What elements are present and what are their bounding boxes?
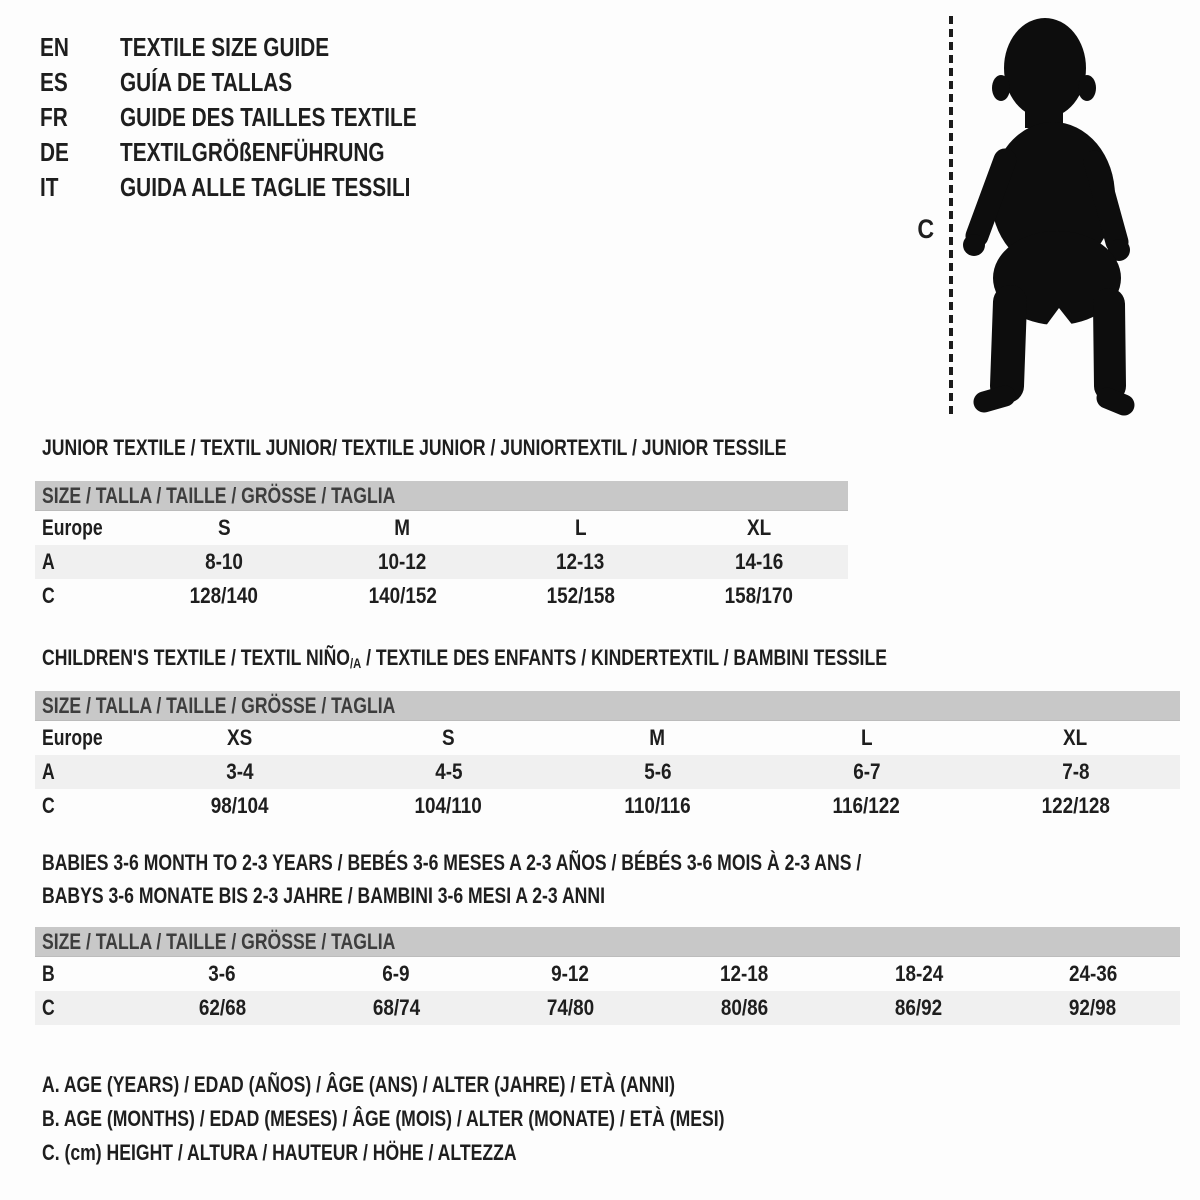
language-row-en	[40, 30, 491, 65]
table-cell: 3-4	[225, 759, 254, 784]
language-label: GUIDE DES TAILLES TEXTILE	[120, 102, 417, 132]
table-row-age-years	[35, 545, 848, 579]
table-cell: 98/104	[210, 793, 269, 818]
table-cell: 12-13	[556, 549, 605, 574]
table-cell: XL	[746, 515, 771, 540]
language-row-fr	[40, 100, 491, 135]
table-cell: XL	[1063, 725, 1088, 750]
babies-size-table	[35, 927, 1180, 1025]
babies-section-title	[42, 846, 1066, 912]
table-header-bar: SIZE / TALLA / TAILLE / GRÖSSE / TAGLIA	[35, 691, 1180, 721]
row-label: C	[42, 583, 55, 608]
table-cell: L	[860, 725, 873, 750]
table-cell: 12-18	[720, 961, 769, 986]
table-cell: 152/158	[546, 583, 615, 608]
table-cell: 7-8	[1061, 759, 1090, 784]
legend-line-b: B. AGE (MONTHS) / EDAD (MESES) / ÂGE (MOIS) / ALTER (MONATE) / ETÀ (MESI)	[42, 1106, 725, 1131]
table-cell: 62/68	[198, 995, 246, 1020]
table-cell: L	[574, 515, 587, 540]
table-row-height-cm	[35, 789, 1180, 823]
table-cell: 9-12	[551, 961, 590, 986]
language-code: EN	[40, 32, 69, 62]
table-cell: 122/128	[1041, 793, 1110, 818]
language-code: ES	[40, 67, 68, 97]
language-label: TEXTILGRÖßENFÜHRUNG	[120, 137, 385, 167]
language-code: IT	[40, 172, 59, 202]
language-label: GUÍA DE TALLAS	[120, 67, 293, 97]
language-label: TEXTILE SIZE GUIDE	[120, 32, 330, 62]
language-code: DE	[40, 137, 69, 167]
table-cell: 4-5	[434, 759, 463, 784]
table-cell: S	[442, 725, 455, 750]
table-cell: 104/110	[414, 793, 483, 818]
table-cell: XS	[226, 725, 253, 750]
table-cell: 5-6	[643, 759, 672, 784]
row-label: C	[42, 995, 55, 1020]
table-row-height-cm	[35, 991, 1180, 1025]
toddler-silhouette-image	[953, 14, 1143, 418]
legend-line-c: C. (cm) HEIGHT / ALTURA / HAUTEUR / HÖHE / ALTEZZA	[42, 1140, 517, 1165]
babies-title-line2: BABYS 3-6 MONATE BIS 2-3 JAHRE / BAMBINI 3-6 MESI A 2-3 ANNI	[42, 883, 605, 908]
table-cell: 158/170	[724, 583, 794, 608]
row-label: A	[42, 759, 55, 784]
table-cell: 24-36	[1068, 961, 1118, 986]
children-section-title: CHILDREN'S TEXTILE / TEXTIL NIÑO/A / TEXTILE DES ENFANTS / KINDERTEXTIL / BAMBINI TESSILE	[42, 645, 887, 671]
legend-line-a: A. AGE (YEARS) / EDAD (AÑOS) / ÂGE (ANS) / ALTER (JAHRE) / ETÀ (ANNI)	[42, 1072, 675, 1097]
table-row-europe	[35, 511, 848, 545]
table-cell: 92/98	[1069, 995, 1117, 1020]
table-row-height-cm	[35, 579, 848, 613]
language-row-it	[40, 170, 491, 205]
table-cell: 74/80	[546, 995, 595, 1020]
table-cell: 6-7	[852, 759, 881, 784]
table-row-age-years	[35, 755, 1180, 789]
table-cell: M	[649, 725, 666, 750]
table-cell: 116/122	[832, 793, 901, 818]
table-cell: 128/140	[189, 583, 259, 608]
children-size-table	[35, 691, 1180, 823]
language-row-de	[40, 135, 491, 170]
table-cell: 8-10	[205, 549, 244, 574]
table-row-europe	[35, 721, 1180, 755]
nino-a-subscript: /A	[349, 655, 362, 671]
row-label: B	[42, 961, 55, 986]
table-cell: M	[394, 515, 411, 540]
table-cell: 140/152	[368, 583, 437, 608]
language-row-es	[40, 65, 491, 100]
table-cell: 68/74	[372, 995, 420, 1020]
junior-size-table	[35, 481, 848, 613]
table-header-bar: SIZE / TALLA / TAILLE / GRÖSSE / TAGLIA	[35, 481, 848, 511]
language-label: GUIDA ALLE TAGLIE TESSILI	[120, 172, 411, 202]
table-cell: 10-12	[378, 549, 427, 574]
table-cell: 80/86	[720, 995, 769, 1020]
table-header-bar: SIZE / TALLA / TAILLE / GRÖSSE / TAGLIA	[35, 927, 1180, 957]
language-list	[40, 30, 491, 205]
table-row-age-months	[35, 957, 1180, 991]
table-cell: 6-9	[382, 961, 410, 986]
table-cell: 110/116	[624, 793, 691, 818]
row-label: A	[42, 549, 55, 574]
babies-title-line1: BABIES 3-6 MONTH TO 2-3 YEARS / BEBÉS 3-6 MESES A 2-3 AÑOS / BÉBÉS 3-6 MOIS À 2-3 ANS /	[42, 850, 862, 875]
row-label: Europe	[42, 725, 103, 750]
table-cell: 18-24	[894, 961, 943, 986]
junior-section-title: JUNIOR TEXTILE / TEXTIL JUNIOR/ TEXTILE JUNIOR / JUNIORTEXTIL / JUNIOR TESSILE	[42, 435, 787, 460]
table-cell: S	[217, 515, 231, 540]
row-label: C	[42, 793, 55, 818]
table-cell: 14-16	[734, 549, 784, 574]
height-label-c: C	[917, 214, 935, 244]
table-cell: 86/92	[895, 995, 943, 1020]
row-label: Europe	[42, 515, 103, 540]
table-cell: 3-6	[208, 961, 236, 986]
measurement-legend	[42, 1068, 895, 1170]
language-code: FR	[40, 102, 68, 132]
